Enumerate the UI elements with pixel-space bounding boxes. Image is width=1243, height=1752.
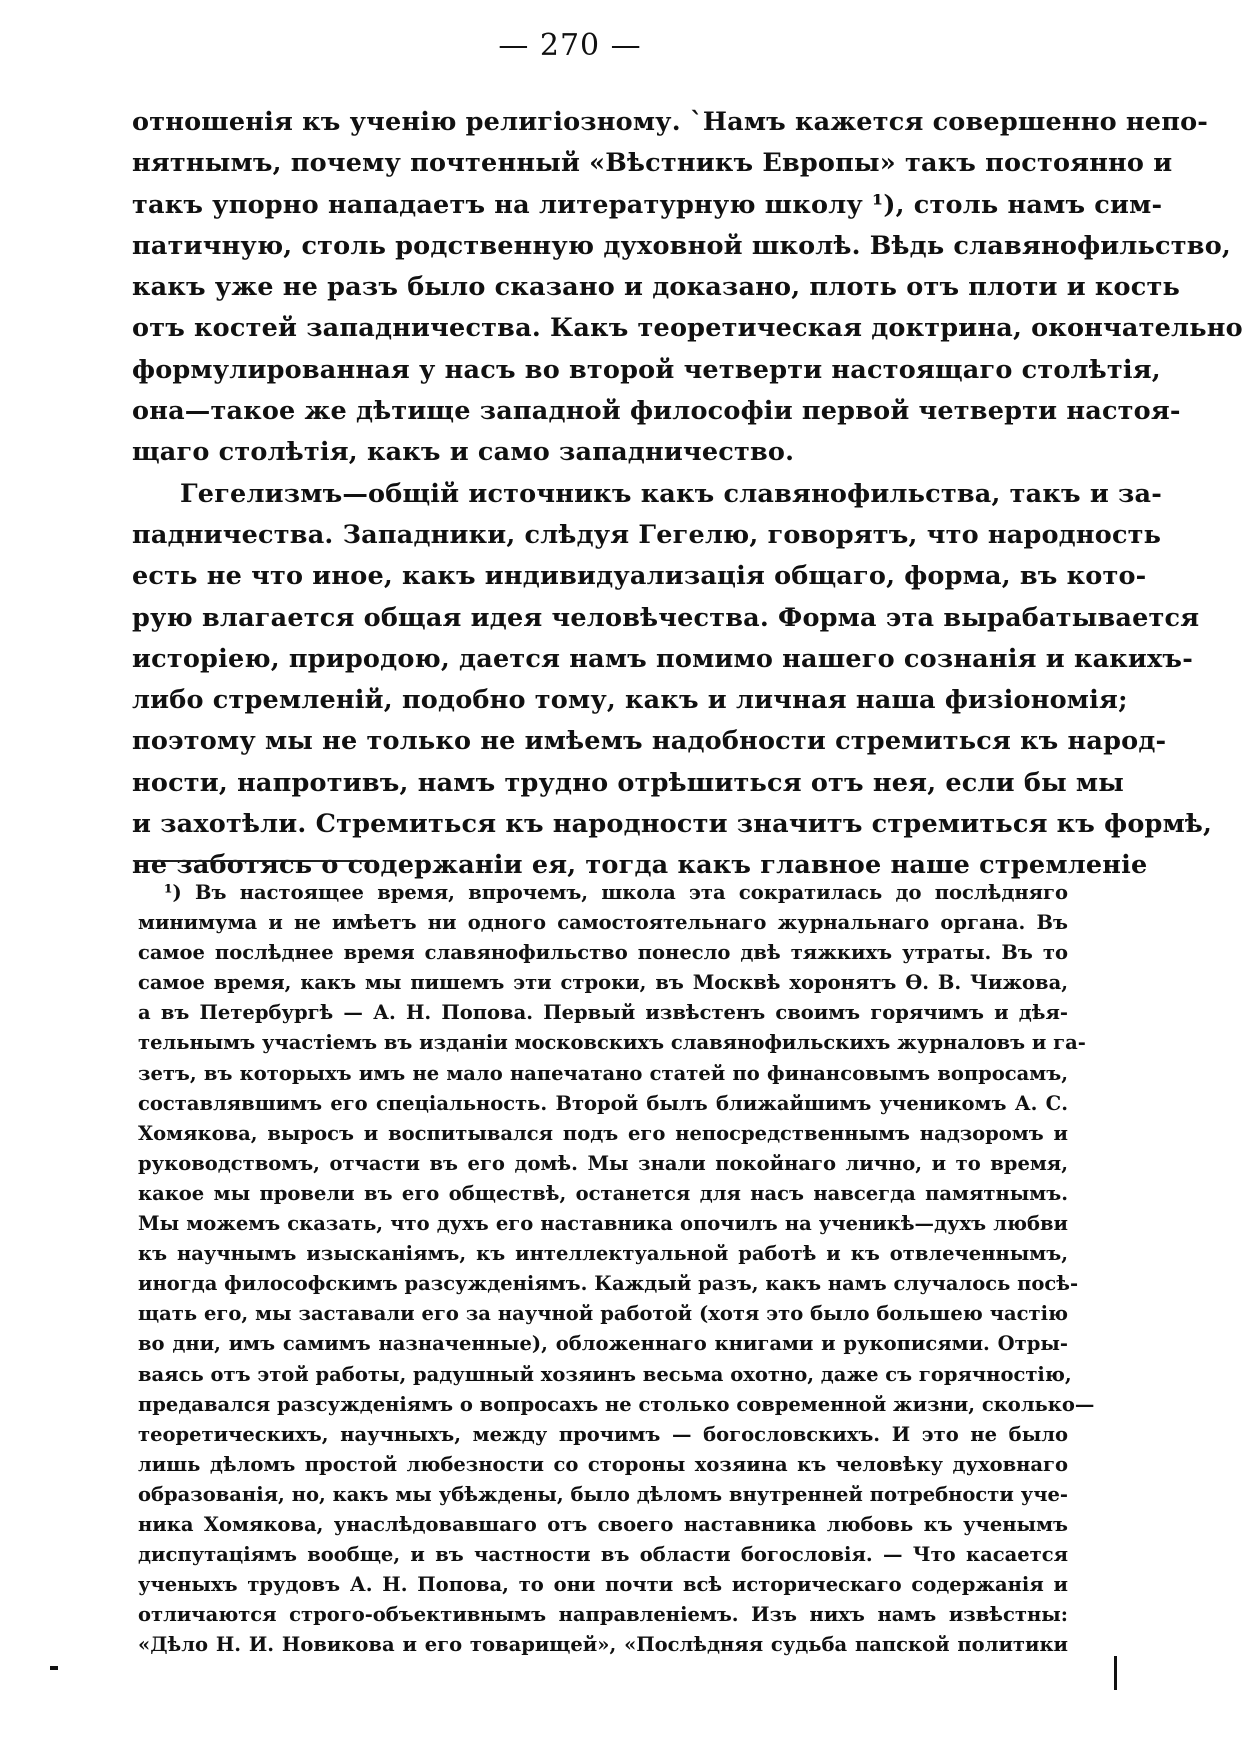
text-line: нятнымъ, почему почтенный «Вѣстникъ Европы» такъ постоянно и [132,148,1173,179]
footnote-line: самое время, какъ мы пишемъ эти строки, въ Москвѣ хоронятъ Ѳ. В. Чижова, [138,971,1068,995]
text-line: есть не что иное, какъ индивидуализація общаго, форма, въ кото- [132,561,1147,592]
text-line: рую влагается общая идея человѣчества. Форма эта вырабатывается [132,602,1200,633]
text-line: и захотѣли. Стремиться къ народности значитъ стремиться къ формѣ, [132,809,1213,840]
text-line: Гегелизмъ—общій источникъ какъ славянофильства, такъ и за- [180,478,1163,509]
footnote-line: минимума и не имѣетъ ни одного самостоятельнаго журнальнаго органа. Въ [138,911,1068,935]
footnote-line: ученыхъ трудовъ А. Н. Попова, то они почти всѣ историческаго содержанія и [138,1573,1068,1597]
text-line: исторіею, природою, дается намъ помимо нашего сознанія и какихъ- [132,643,1193,674]
footnote-divider [134,860,376,862]
footnote-line: теоретическихъ, научныхъ, между прочимъ — богословскихъ. И это не было [138,1422,1068,1446]
footnote-line: самое послѣднее время славянофильство понесло двѣ тяжкихъ утраты. Въ то [138,941,1068,965]
text-line: щаго столѣтія, какъ и само западничество. [132,437,795,468]
text-line: либо стремленій, подобно тому, какъ и личная наша физіономія; [132,685,1128,716]
footnote-line: иногда философскимъ разсужденіямъ. Каждый разъ, какъ намъ случалось посѣ- [138,1272,1079,1296]
text-line: падничества. Западники, слѣдуя Гегелю, говорятъ, что народность [132,519,1162,550]
text-line: ности, напротивъ, намъ трудно отрѣшиться отъ нея, если бы мы [132,767,1125,798]
footnote-line: Хомякова, выросъ и воспитывался подъ его непосредственнымъ надзоромъ и [138,1121,1068,1145]
footnote-line: отличаются строго-объективнымъ направленіемъ. Изъ нихъ намъ извѣстны: [138,1603,1068,1627]
footnote-line: а въ Петербургѣ — А. Н. Попова. Первый извѣстенъ своимъ горячимъ и дѣя- [138,1001,1068,1025]
footnote [138,878,1095,1660]
main-text [132,102,1243,887]
footnote-line: образованія, но, какъ мы убѣждены, было дѣломъ внутренней потребности уче- [138,1482,1068,1506]
footnote-line: лишь дѣломъ простой любезности со стороны хозяина къ человѣку духовнаго [138,1452,1068,1476]
footnote-line: предавался разсужденіямъ о вопросахъ не столько современной жизни, сколько— [138,1392,1095,1416]
footnote-line: во дни, имъ самимъ назначенные), обложеннаго книгами и рукописями. Отры- [138,1332,1068,1356]
text-line: она—такое же дѣтище западной философіи первой четверти настоя- [132,396,1181,427]
footnote-line: тельнымъ участіемъ въ изданіи московскихъ славянофильскихъ журналовъ и га- [138,1031,1086,1055]
footnote-line: къ научнымъ изысканіямъ, къ интеллектуальной работѣ и къ отвлеченнымъ, [138,1242,1068,1266]
text-line: такъ упорно нападаетъ на литературную школу ¹), столь намъ сим- [132,189,1163,220]
footnote-line: зетъ, въ которыхъ имъ не мало напечатано статей по финансовымъ вопросамъ, [138,1061,1068,1085]
text-line: какъ уже не разъ было сказано и доказано, плоть отъ плоти и кость [132,272,1180,303]
text-line: поэтому мы не только не имѣемъ надобности стремиться къ народ- [132,726,1167,757]
footnote-line: «Дѣло Н. И. Новикова и его товарищей», «Послѣдняя судьба папской политики [138,1633,1068,1657]
footnote-line: руководствомъ, отчасти въ его домѣ. Мы знали покойнаго лично, и то время, [138,1151,1068,1175]
footnote-line: щать его, мы заставали его за научной работой (хотя это было большею частію [138,1302,1068,1326]
footnote-line: ника Хомякова, унаслѣдовавшаго отъ своего наставника любовь къ ученымъ [138,1512,1068,1536]
text-line: не заботясь о содержаніи ея, тогда какъ главное наше стремленіе [132,850,1148,881]
page-number: — 270 — [498,28,642,63]
footnote-line: диспутаціямъ вообще, и въ частности въ области богословія. — Что касается [138,1543,1068,1567]
footnote-line: ваясь отъ этой работы, радушный хозяинъ весьма охотно, даже съ горячностію, [138,1362,1072,1386]
text-line: патичную, столь родственную духовной школѣ. Вѣдь славянофильство, [132,230,1231,261]
footnote-line: ¹) Въ настоящее время, впрочемъ, школа эта сократилась до послѣдняго [164,881,1068,904]
scan-mark-right [1114,1656,1117,1690]
footnote-line: Мы можемъ сказать, что духъ его наставника опочилъ на ученикѣ—духъ любви [138,1212,1068,1236]
text-line: отъ костей западничества. Какъ теоретическая доктрина, окончательно [132,313,1243,344]
footnote-line: какое мы провели въ его обществѣ, останется для насъ навсегда памятнымъ. [138,1181,1068,1205]
text-line: отношенія къ ученію религіозному. `Намъ кажется совершенно непо- [132,107,1209,137]
scan-mark-left [50,1666,58,1670]
text-line: формулированная у насъ во второй четверти настоящаго столѣтія, [132,354,1161,385]
footnote-line: составлявшимъ его спеціальность. Второй былъ ближайшимъ ученикомъ А. С. [138,1091,1068,1115]
